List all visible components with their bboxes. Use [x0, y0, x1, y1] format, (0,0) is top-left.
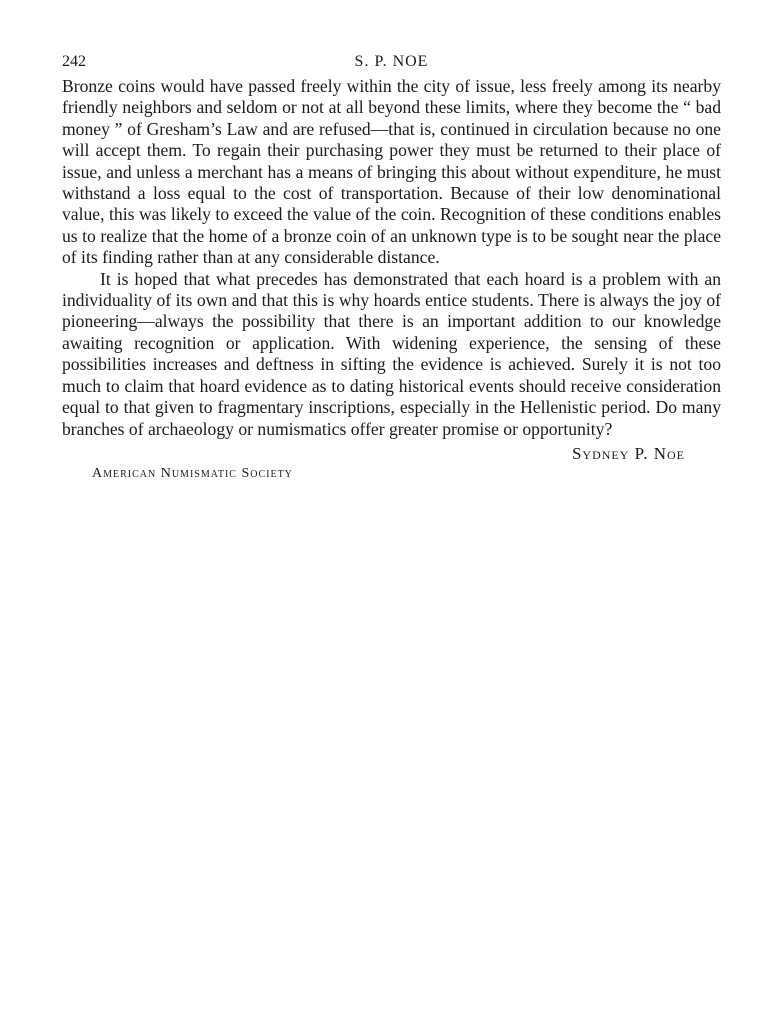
- author-name: Sydney P. Noe: [571, 443, 685, 463]
- paragraph-2: It is hoped that what precedes has demonstrated that each hoard is a problem with an individuality of its own and that this is why hoards entice students. There is always the joy of pioneering—always the possibility that there is an important addition to our knowledge awaiting recognition or application. With widening experience, the sensing of these possibilities increases and deftness in sifting the evidence is achieved. Surely it is not too much to claim that hoard evidence as to dating historical events should receive consideration equal to that given to fragmentary inscriptions, especially in the Hellenistic period. Do many branches of archaeology or numismatics offer greater promise or opportunity?: [62, 268, 721, 439]
- running-head: [62, 52, 721, 76]
- signature-block: [62, 440, 721, 488]
- paragraph-1: Bronze coins would have passed freely within the city of issue, less freely among its nearby friendly neighbors and seldom or not at all beyond these limits, where they become the “ bad money ” of Gresham’s Law and are refused—that is, continued in circulation because no one will accept them. To regain their purchasing power they must be returned to their place of issue, and unless a merchant has a means of bringing this about without expenditure, he must withstand a loss equal to the cost of transportation. Because of their low denominational value, this was likely to exceed the value of the coin. Recognition of these conditions enables us to realize that the home of a bronze coin of an unknown type is to be sought near the place of its finding rather than at any considerable distance.: [62, 76, 721, 268]
- page: [62, 52, 721, 488]
- running-title: S. P. NOE: [354, 53, 429, 70]
- page-number: 242: [62, 53, 86, 70]
- body-text: [62, 76, 721, 440]
- author-affiliation: American Numismatic Society: [92, 465, 293, 481]
